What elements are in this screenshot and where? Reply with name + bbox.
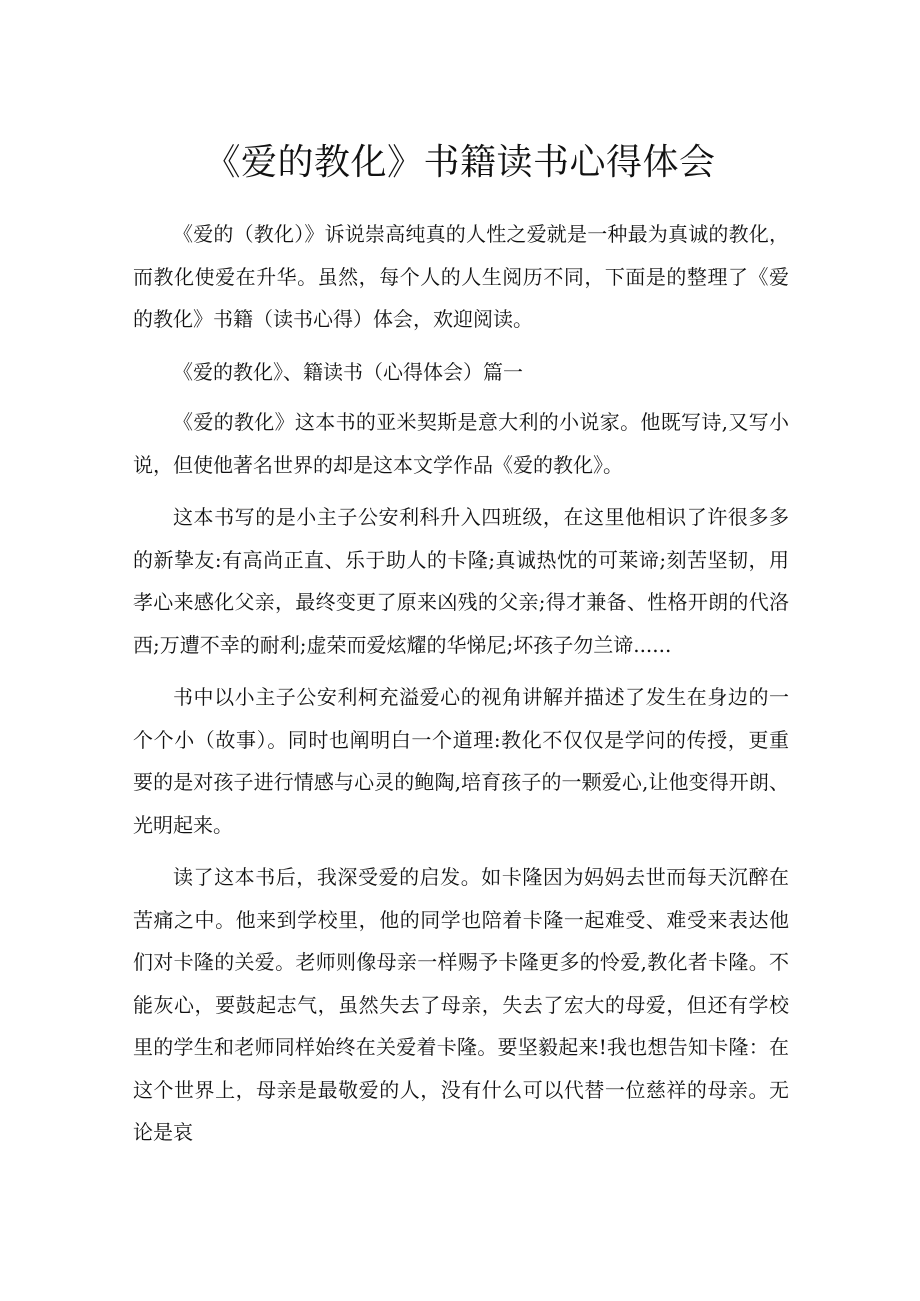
paragraph: 《爱的教化》这本书的亚米契斯是意大利的小说家。他既写诗,又写小说，但使他著名世界的却是这本文学作品《爱的教化》。 [133, 410, 789, 477]
document-body [133, 213, 789, 1162]
paragraph: 这本书写的是小主子公安利科升入四班级，在这里他相识了许很多多的新挚友:有高尚正直、乐于助人的卡隆;真诚热忱的可莱谛;刻苦坚韧，用孝心来感化父亲，最终变更了原来凶残的父亲;得才兼备、性格开朗的代洛西;万遭不幸的耐利;虚荣而爱炫耀的华悌尼;坏孩子勿兰谛...... [133, 505, 789, 657]
paragraph: 读了这本书后，我深受爱的启发。如卡隆因为妈妈去世而每天沉醉在苦痛之中。他来到学校里，他的同学也陪着卡隆一起难受、难受来表达他们对卡隆的关爱。老师则像母亲一样赐予卡隆更多的怜爱,教化者卡隆。不能灰心，要鼓起志气，虽然失去了母亲，失去了宏大的母爱，但还有学校里的学生和老师同样始终在关爱着卡隆。要坚毅起来!我也想告知卡隆：在这个世界上，母亲是最敬爱的人，没有什么可以代替一位慈祥的母亲。无论是哀 [133, 865, 789, 1144]
section-heading: 《爱的教化》、籍读书（心得体会）篇一 [173, 359, 523, 384]
intro-paragraph: 《爱的（教化）》诉说崇高纯真的人性之爱就是一种最为真诚的教化，而教化使爱在升华。虽然，每个人的人生阅历不同，下面是的整理了《爱的教化》书籍（读书心得）体会，欢迎阅读。 [133, 222, 789, 331]
document-title: 《爱的教化》书籍读书心得体会 [204, 142, 716, 183]
paragraph: 书中以小主子公安利柯充溢爱心的视角讲解并描述了发生在身边的一个个小（故事）。同时也阐明白一个道理:教化不仅仅是学问的传授，更重要的是对孩子进行情感与心灵的鲍陶,培育孩子的一颗爱心,让他变得开朗、光明起来。 [133, 685, 789, 837]
